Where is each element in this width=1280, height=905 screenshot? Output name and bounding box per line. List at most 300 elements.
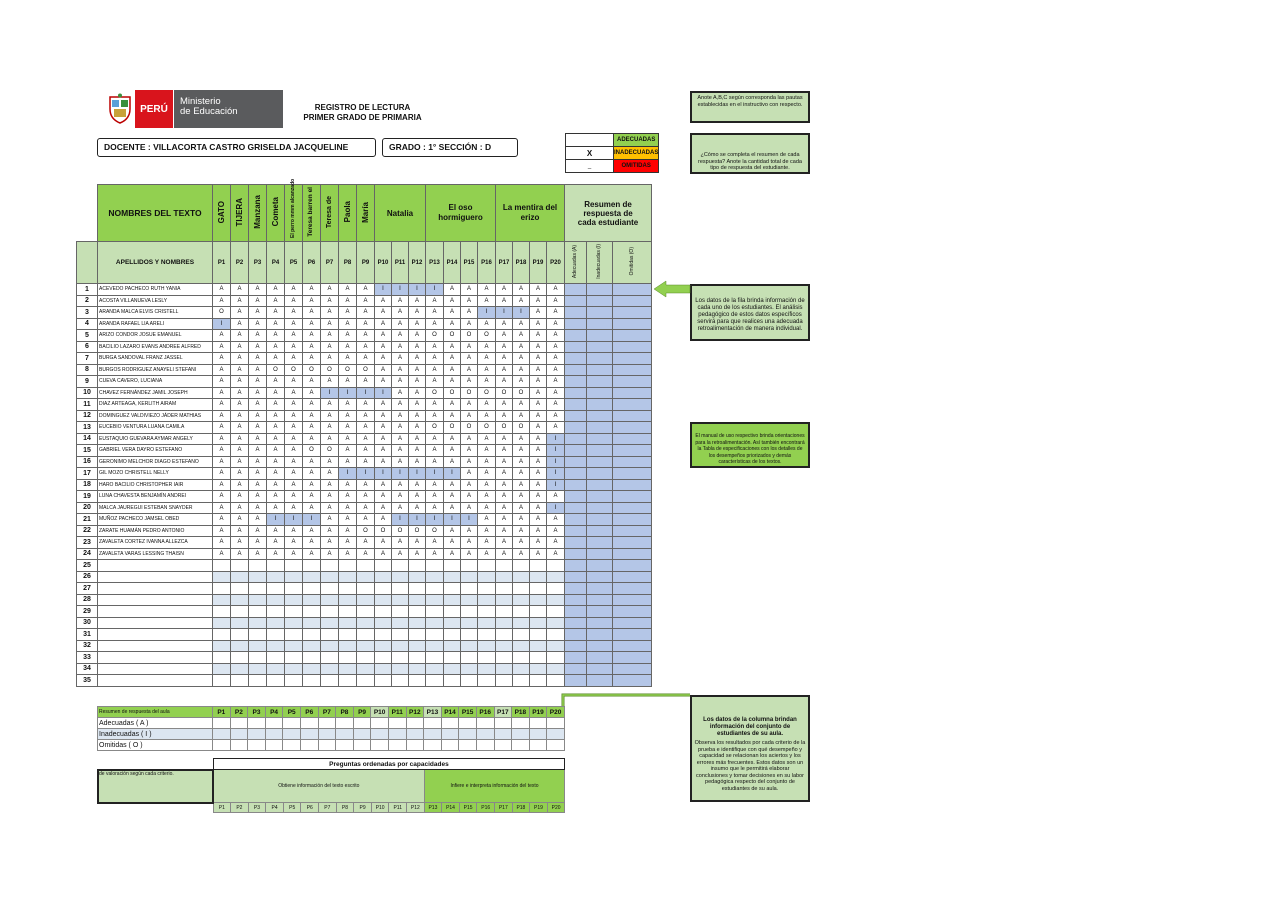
answer-cell[interactable]: A [303,284,321,296]
answer-cell[interactable]: A [461,491,478,503]
answer-cell[interactable] [267,640,285,652]
answer-cell[interactable]: A [267,548,285,560]
answer-cell[interactable] [565,606,587,618]
answer-cell[interactable] [392,560,409,572]
answer-cell[interactable]: A [478,502,496,514]
student-name[interactable]: ZAVALETA VARAS LESSING THAISN [98,548,213,560]
answer-cell[interactable] [321,571,339,583]
answer-cell[interactable]: A [357,456,375,468]
answer-cell[interactable] [426,571,444,583]
answer-cell[interactable] [339,583,357,595]
answer-cell[interactable] [565,594,587,606]
answer-cell[interactable]: A [285,387,303,399]
answer-cell[interactable]: A [496,491,513,503]
answer-cell[interactable]: A [285,537,303,549]
answer-cell[interactable]: I [547,433,565,445]
student-name[interactable] [98,652,213,664]
answer-cell[interactable] [496,571,513,583]
answer-cell[interactable]: A [357,284,375,296]
answer-cell[interactable]: A [409,364,426,376]
answer-cell[interactable]: A [513,491,530,503]
answer-cell[interactable]: A [409,387,426,399]
answer-cell[interactable]: A [426,456,444,468]
answer-cell[interactable]: A [303,330,321,342]
answer-cell[interactable]: A [530,502,547,514]
answer-cell[interactable] [547,675,565,687]
answer-cell[interactable]: A [547,307,565,319]
answer-cell[interactable] [357,663,375,675]
answer-cell[interactable]: A [231,479,249,491]
answer-cell[interactable]: A [231,399,249,411]
answer-cell[interactable]: A [478,295,496,307]
answer-cell[interactable]: A [375,318,392,330]
answer-cell[interactable]: A [357,445,375,457]
answer-cell[interactable]: A [478,491,496,503]
answer-cell[interactable] [409,640,426,652]
answer-cell[interactable]: A [321,433,339,445]
answer-cell[interactable]: A [375,410,392,422]
answer-cell[interactable] [461,571,478,583]
answer-cell[interactable]: A [303,468,321,480]
answer-cell[interactable]: A [267,341,285,353]
answer-cell[interactable]: A [267,456,285,468]
answer-cell[interactable]: A [375,456,392,468]
answer-cell[interactable]: O [339,364,357,376]
answer-cell[interactable]: A [249,514,267,526]
answer-cell[interactable]: A [231,445,249,457]
answer-cell[interactable]: A [285,502,303,514]
answer-cell[interactable]: I [392,284,409,296]
answer-cell[interactable]: A [339,410,357,422]
answer-cell[interactable]: A [375,399,392,411]
answer-cell[interactable]: A [513,479,530,491]
answer-cell[interactable]: A [392,399,409,411]
answer-cell[interactable] [339,663,357,675]
answer-cell[interactable] [426,663,444,675]
answer-cell[interactable] [513,675,530,687]
answer-cell[interactable]: A [231,330,249,342]
answer-cell[interactable]: A [285,318,303,330]
answer-cell[interactable]: A [267,376,285,388]
answer-cell[interactable] [303,606,321,618]
answer-cell[interactable]: A [547,537,565,549]
answer-cell[interactable] [213,617,231,629]
answer-cell[interactable] [392,675,409,687]
answer-cell[interactable]: A [303,491,321,503]
answer-cell[interactable]: A [530,479,547,491]
answer-cell[interactable]: A [303,307,321,319]
answer-cell[interactable]: A [303,295,321,307]
answer-cell[interactable]: A [392,318,409,330]
answer-cell[interactable]: A [444,399,461,411]
answer-cell[interactable] [587,629,613,641]
answer-cell[interactable] [426,675,444,687]
answer-cell[interactable]: A [231,341,249,353]
answer-cell[interactable]: I [392,468,409,480]
answer-cell[interactable]: A [249,502,267,514]
answer-cell[interactable]: A [461,456,478,468]
answer-cell[interactable]: A [231,353,249,365]
answer-cell[interactable]: A [496,525,513,537]
answer-cell[interactable]: A [249,353,267,365]
answer-cell[interactable] [303,652,321,664]
answer-cell[interactable]: A [547,525,565,537]
answer-cell[interactable]: A [461,341,478,353]
answer-cell[interactable]: A [461,525,478,537]
answer-cell[interactable]: A [530,364,547,376]
answer-cell[interactable] [530,571,547,583]
answer-cell[interactable]: A [392,330,409,342]
student-name[interactable] [98,560,213,572]
answer-cell[interactable] [444,594,461,606]
answer-cell[interactable]: I [213,318,231,330]
answer-cell[interactable]: A [375,491,392,503]
answer-cell[interactable]: A [249,330,267,342]
answer-cell[interactable]: A [409,399,426,411]
answer-cell[interactable] [478,560,496,572]
answer-cell[interactable]: A [513,341,530,353]
answer-cell[interactable]: I [409,284,426,296]
answer-cell[interactable] [213,652,231,664]
answer-cell[interactable]: A [547,399,565,411]
answer-cell[interactable] [285,617,303,629]
answer-cell[interactable]: A [547,422,565,434]
answer-cell[interactable] [321,640,339,652]
answer-cell[interactable]: O [513,422,530,434]
answer-cell[interactable]: A [392,445,409,457]
answer-cell[interactable]: A [478,468,496,480]
answer-cell[interactable] [613,571,652,583]
answer-cell[interactable] [267,583,285,595]
answer-cell[interactable]: A [357,433,375,445]
answer-cell[interactable]: A [213,537,231,549]
answer-cell[interactable]: I [409,468,426,480]
answer-cell[interactable] [565,617,587,629]
answer-cell[interactable] [321,675,339,687]
answer-cell[interactable] [478,652,496,664]
answer-cell[interactable] [478,663,496,675]
answer-cell[interactable]: A [339,479,357,491]
answer-cell[interactable] [444,629,461,641]
student-name[interactable]: ARIZO CONDOR JOSUE EMANUEL [98,330,213,342]
answer-cell[interactable]: I [375,387,392,399]
answer-cell[interactable]: O [478,387,496,399]
student-name[interactable]: DIAZ ARTEAGA, KERLITH AIRAM [98,399,213,411]
answer-cell[interactable]: A [267,410,285,422]
answer-cell[interactable]: A [547,318,565,330]
answer-cell[interactable]: A [375,537,392,549]
answer-cell[interactable]: A [375,307,392,319]
student-name[interactable]: ARANDA RAFAEL LIA ARELI [98,318,213,330]
answer-cell[interactable]: I [339,468,357,480]
answer-cell[interactable]: A [321,537,339,549]
answer-cell[interactable] [461,629,478,641]
answer-cell[interactable]: A [444,307,461,319]
answer-cell[interactable] [249,675,267,687]
answer-cell[interactable]: A [530,537,547,549]
answer-cell[interactable]: A [513,330,530,342]
answer-cell[interactable]: A [496,537,513,549]
answer-cell[interactable]: A [496,433,513,445]
answer-cell[interactable] [478,606,496,618]
answer-cell[interactable]: A [303,387,321,399]
answer-cell[interactable] [357,606,375,618]
answer-cell[interactable] [613,675,652,687]
answer-cell[interactable] [496,675,513,687]
answer-cell[interactable]: A [444,318,461,330]
answer-cell[interactable]: A [285,548,303,560]
answer-cell[interactable]: A [231,410,249,422]
answer-cell[interactable] [613,640,652,652]
answer-cell[interactable]: A [444,364,461,376]
answer-cell[interactable]: A [496,445,513,457]
answer-cell[interactable]: A [321,525,339,537]
answer-cell[interactable] [285,652,303,664]
answer-cell[interactable]: A [513,376,530,388]
answer-cell[interactable] [444,675,461,687]
answer-cell[interactable]: A [461,548,478,560]
answer-cell[interactable]: A [513,525,530,537]
answer-cell[interactable]: A [478,445,496,457]
answer-cell[interactable]: A [426,410,444,422]
answer-cell[interactable] [213,571,231,583]
answer-cell[interactable]: A [357,491,375,503]
answer-cell[interactable]: I [321,387,339,399]
answer-cell[interactable]: A [231,387,249,399]
answer-cell[interactable]: I [461,514,478,526]
answer-cell[interactable]: A [444,341,461,353]
answer-cell[interactable]: A [267,353,285,365]
answer-cell[interactable] [392,663,409,675]
answer-cell[interactable]: A [426,307,444,319]
answer-cell[interactable] [339,606,357,618]
answer-cell[interactable]: A [478,341,496,353]
answer-cell[interactable]: A [321,491,339,503]
answer-cell[interactable]: A [496,353,513,365]
answer-cell[interactable]: A [357,330,375,342]
answer-cell[interactable] [249,663,267,675]
answer-cell[interactable]: A [409,502,426,514]
answer-cell[interactable]: O [303,445,321,457]
answer-cell[interactable]: A [231,548,249,560]
answer-cell[interactable]: A [339,537,357,549]
answer-cell[interactable] [339,629,357,641]
answer-cell[interactable]: I [444,468,461,480]
answer-cell[interactable] [461,663,478,675]
answer-cell[interactable]: A [267,330,285,342]
answer-cell[interactable] [461,606,478,618]
answer-cell[interactable] [303,640,321,652]
answer-cell[interactable]: A [530,330,547,342]
student-name[interactable]: BACILIO LAZARO EVANS ANDREE ALFRED [98,341,213,353]
answer-cell[interactable] [530,675,547,687]
answer-cell[interactable]: A [267,307,285,319]
answer-cell[interactable]: O [444,387,461,399]
answer-cell[interactable]: A [303,548,321,560]
answer-cell[interactable] [547,571,565,583]
answer-cell[interactable] [496,560,513,572]
answer-cell[interactable] [303,629,321,641]
answer-cell[interactable]: A [513,410,530,422]
answer-cell[interactable]: A [444,525,461,537]
answer-cell[interactable] [530,663,547,675]
answer-cell[interactable]: A [267,433,285,445]
answer-cell[interactable]: A [249,433,267,445]
answer-cell[interactable]: A [231,307,249,319]
answer-cell[interactable]: A [249,410,267,422]
answer-cell[interactable]: A [231,376,249,388]
answer-cell[interactable]: A [530,514,547,526]
answer-cell[interactable]: A [213,330,231,342]
answer-cell[interactable]: A [426,341,444,353]
answer-cell[interactable]: A [267,387,285,399]
answer-cell[interactable] [587,560,613,572]
answer-cell[interactable]: I [426,514,444,526]
student-name[interactable] [98,571,213,583]
answer-cell[interactable]: A [392,376,409,388]
student-name[interactable]: CHAVEZ FERNÁNDEZ JAMIL JOSEPH [98,387,213,399]
answer-cell[interactable] [444,560,461,572]
answer-cell[interactable]: A [339,445,357,457]
answer-cell[interactable] [426,560,444,572]
answer-cell[interactable] [613,629,652,641]
answer-cell[interactable] [613,652,652,664]
answer-cell[interactable]: A [303,376,321,388]
answer-cell[interactable]: A [530,387,547,399]
answer-cell[interactable]: A [249,318,267,330]
answer-cell[interactable] [231,652,249,664]
answer-cell[interactable]: A [321,295,339,307]
answer-cell[interactable]: A [513,433,530,445]
answer-cell[interactable] [303,594,321,606]
answer-cell[interactable]: O [267,364,285,376]
answer-cell[interactable]: A [496,318,513,330]
answer-cell[interactable]: A [547,353,565,365]
answer-cell[interactable]: A [339,456,357,468]
answer-cell[interactable]: A [478,353,496,365]
answer-cell[interactable]: A [513,399,530,411]
answer-cell[interactable]: A [375,330,392,342]
answer-cell[interactable]: O [444,422,461,434]
answer-cell[interactable]: I [375,284,392,296]
answer-cell[interactable]: A [409,318,426,330]
answer-cell[interactable] [303,663,321,675]
answer-cell[interactable] [267,663,285,675]
answer-cell[interactable]: A [444,410,461,422]
student-name[interactable] [98,675,213,687]
answer-cell[interactable]: I [547,479,565,491]
answer-cell[interactable]: I [496,307,513,319]
answer-cell[interactable] [375,663,392,675]
answer-cell[interactable]: A [444,537,461,549]
answer-cell[interactable]: A [426,445,444,457]
answer-cell[interactable]: A [513,295,530,307]
answer-cell[interactable]: A [496,410,513,422]
answer-cell[interactable] [267,629,285,641]
answer-cell[interactable] [375,640,392,652]
answer-cell[interactable] [444,617,461,629]
answer-cell[interactable]: A [285,307,303,319]
answer-cell[interactable] [375,594,392,606]
answer-cell[interactable]: A [461,307,478,319]
answer-cell[interactable]: A [321,376,339,388]
answer-cell[interactable] [213,594,231,606]
answer-cell[interactable]: A [409,410,426,422]
answer-cell[interactable]: A [213,399,231,411]
answer-cell[interactable] [587,594,613,606]
answer-cell[interactable] [426,640,444,652]
answer-cell[interactable]: A [339,502,357,514]
answer-cell[interactable] [426,617,444,629]
answer-cell[interactable]: A [303,341,321,353]
answer-cell[interactable]: A [426,399,444,411]
answer-cell[interactable]: A [213,445,231,457]
student-name[interactable]: EUCEBIO VENTURA LUANA CAMILA [98,422,213,434]
answer-cell[interactable]: A [547,330,565,342]
answer-cell[interactable]: A [426,376,444,388]
student-name[interactable]: GERONIMO MELCHOR DIAGO ESTEFANO [98,456,213,468]
answer-cell[interactable]: A [213,456,231,468]
answer-cell[interactable]: I [303,514,321,526]
answer-cell[interactable]: A [213,491,231,503]
answer-cell[interactable] [496,629,513,641]
answer-cell[interactable]: A [303,318,321,330]
answer-cell[interactable] [530,652,547,664]
answer-cell[interactable] [565,560,587,572]
answer-cell[interactable] [444,583,461,595]
answer-cell[interactable] [409,571,426,583]
answer-cell[interactable]: A [303,479,321,491]
answer-cell[interactable] [213,640,231,652]
answer-cell[interactable]: A [357,479,375,491]
answer-cell[interactable]: A [513,318,530,330]
answer-cell[interactable] [303,675,321,687]
answer-cell[interactable]: A [249,307,267,319]
answer-cell[interactable]: A [461,445,478,457]
answer-cell[interactable]: A [339,433,357,445]
answer-cell[interactable]: A [285,445,303,457]
answer-cell[interactable] [375,652,392,664]
answer-cell[interactable]: A [496,502,513,514]
answer-cell[interactable] [231,617,249,629]
answer-cell[interactable] [426,629,444,641]
answer-cell[interactable] [392,583,409,595]
answer-cell[interactable] [587,583,613,595]
answer-cell[interactable]: A [321,468,339,480]
answer-cell[interactable] [249,617,267,629]
answer-cell[interactable]: A [461,502,478,514]
answer-cell[interactable] [375,629,392,641]
answer-cell[interactable]: A [339,422,357,434]
answer-cell[interactable] [613,560,652,572]
answer-cell[interactable] [357,617,375,629]
answer-cell[interactable] [530,629,547,641]
answer-cell[interactable]: A [461,399,478,411]
answer-cell[interactable] [357,583,375,595]
answer-cell[interactable]: O [285,364,303,376]
answer-cell[interactable]: A [530,468,547,480]
answer-cell[interactable]: A [249,364,267,376]
answer-cell[interactable] [547,583,565,595]
answer-cell[interactable]: A [303,502,321,514]
answer-cell[interactable] [267,594,285,606]
answer-cell[interactable]: A [213,410,231,422]
answer-cell[interactable] [513,560,530,572]
answer-cell[interactable] [409,652,426,664]
answer-cell[interactable] [496,652,513,664]
answer-cell[interactable]: A [444,491,461,503]
answer-cell[interactable]: A [231,502,249,514]
